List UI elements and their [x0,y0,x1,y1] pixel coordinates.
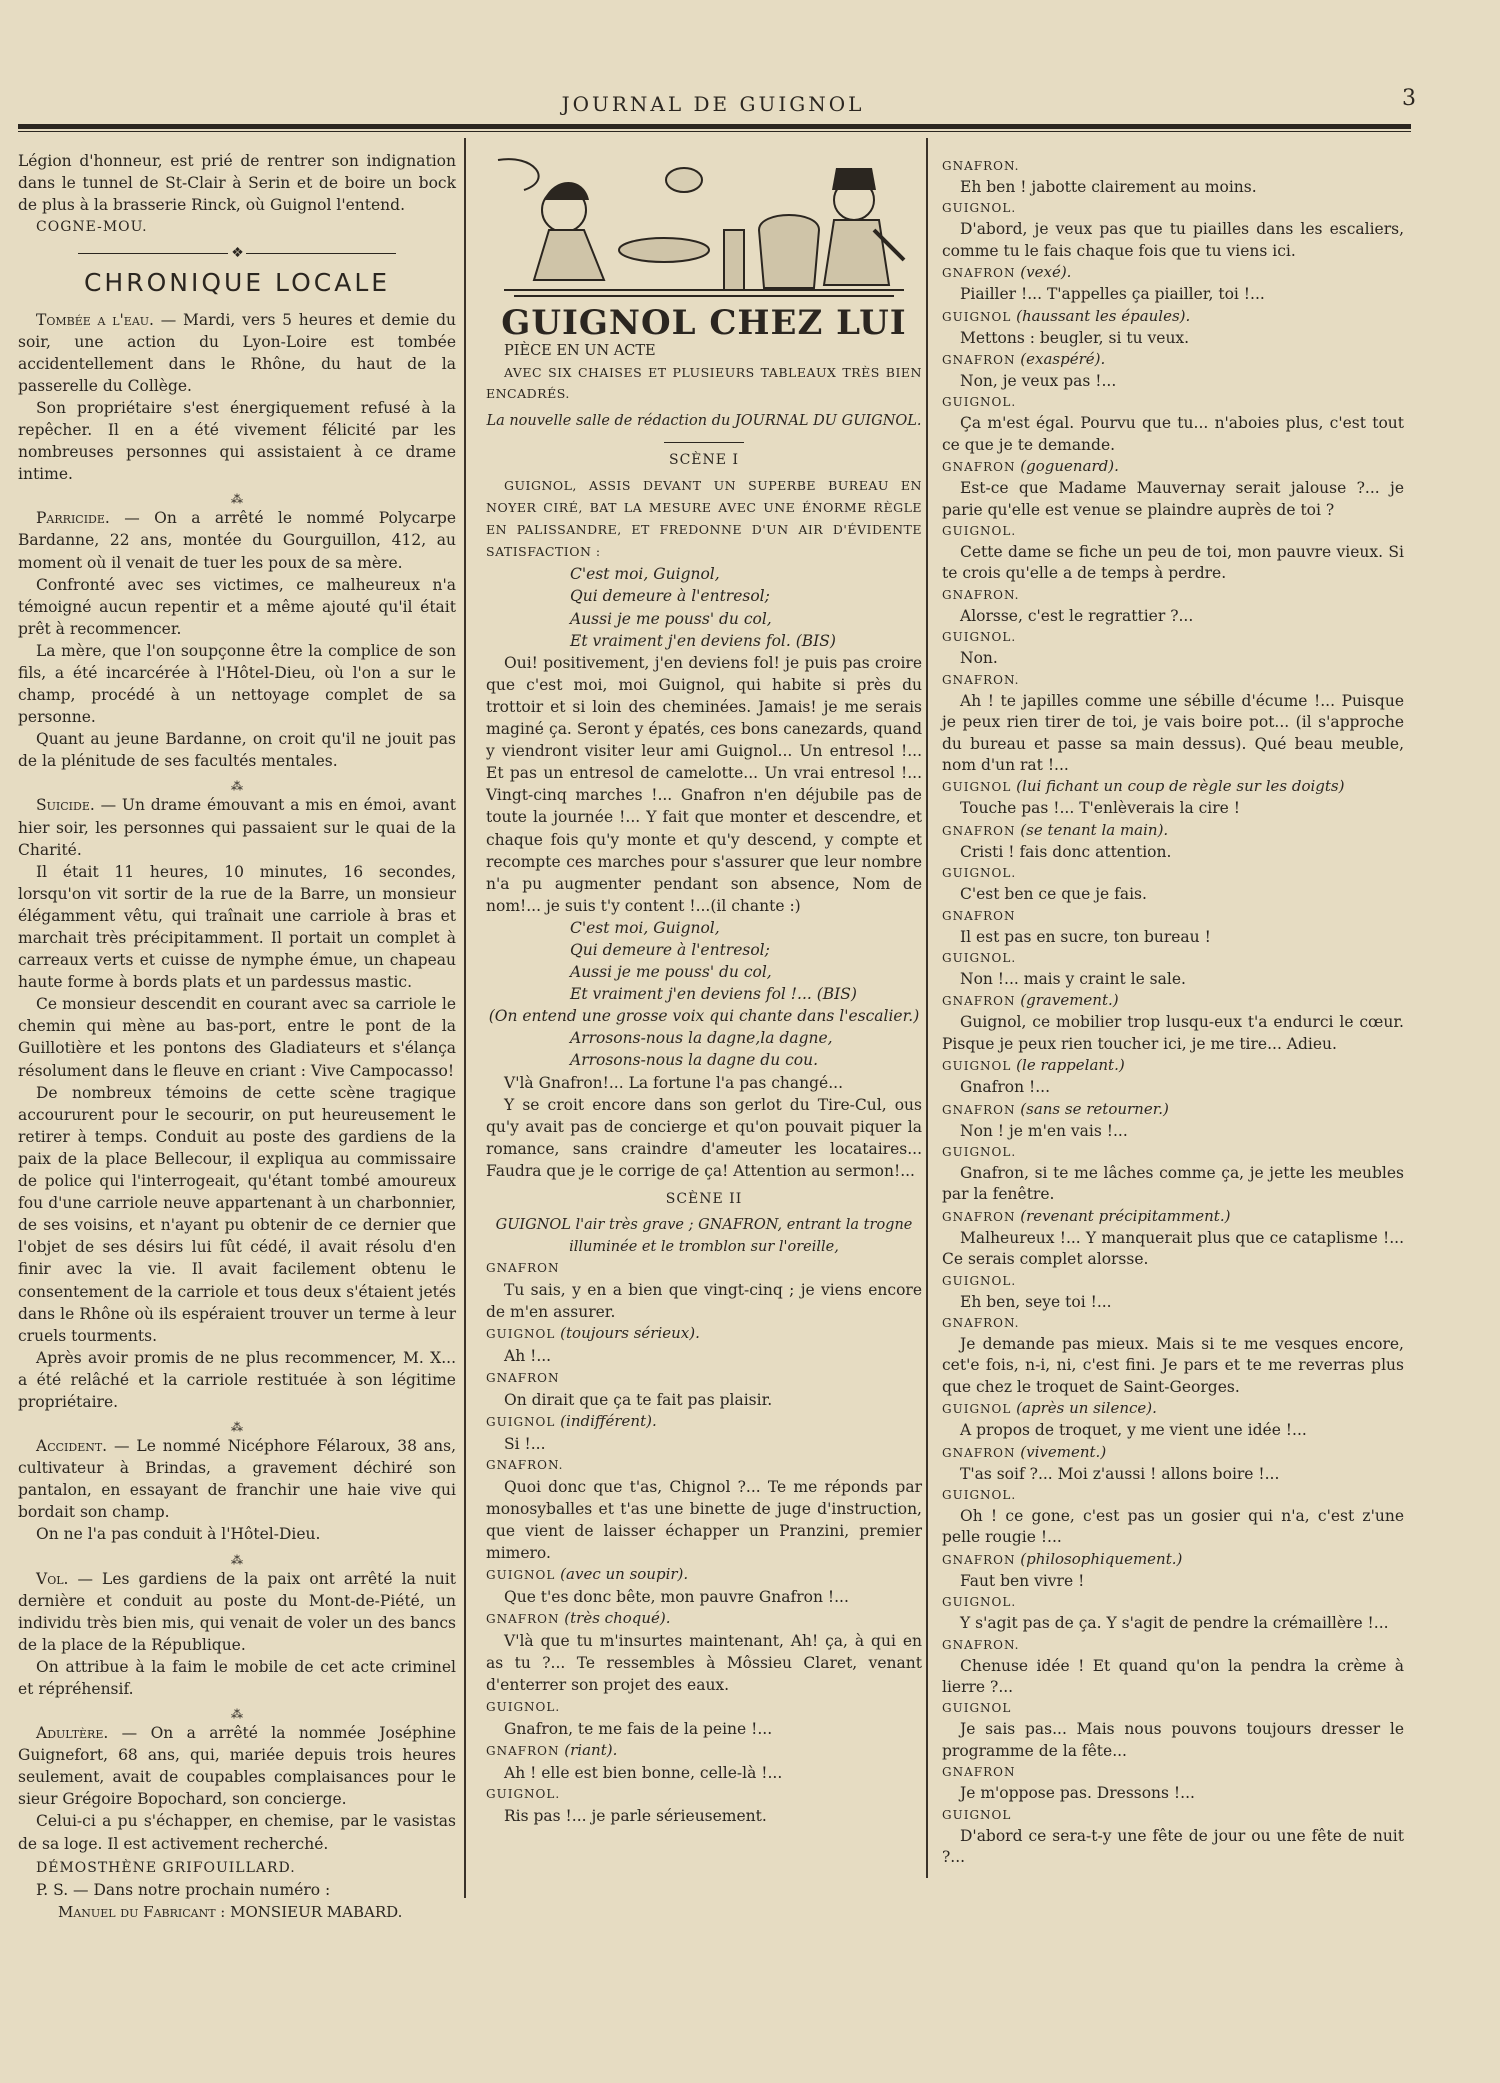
dialog-line: Non, je veux pas !... [960,372,1117,391]
speaker-label [942,156,1404,177]
speaker-label [942,863,1404,884]
journal-title: JOURNAL DE GUIGNOL [561,92,865,116]
news-item-text: On ne l'a pas conduit à l'Hôtel-Dieu. [36,1525,321,1544]
speaker-name: GNAFRON [942,823,1016,838]
scene-2-dialog [486,1258,922,1827]
speaker-name: GUIGNOL. [486,1786,561,1801]
news-paragraph [18,728,456,772]
speaker-name: GNAFRON [942,908,1016,923]
stage-direction: (gravement.) [1020,991,1119,1010]
dialog-line: Eh ben ! jabotte clairement au moins. [960,178,1257,196]
dialog-line: Non !... mais y craint le sale. [960,969,1186,988]
speaker-label [942,990,1404,1012]
postscript-announcement: Manuel du Fabricant : MONSIEUR MABARD. [58,1902,403,1921]
speaker-label [942,1055,1404,1077]
postscript: P. S. — Dans notre prochain numéro : [36,1880,331,1899]
speaker-name: GNAFRON [942,1102,1016,1117]
speaker-label [942,1099,1404,1121]
speaker-name: GUIGNOL [942,1807,1012,1822]
dialog-line: Y s'agit pas de ça. Y s'agit de pendre la crémaillère !... [960,1614,1389,1633]
dialog-line: Alorsse, c'est le regrattier ?... [960,606,1194,625]
news-items [18,309,456,1855]
dialog-line: D'abord, je veux pas que tu piailles dans les escaliers, comme tu le fais chaque fois que tu viens ici. [942,220,1404,260]
song-verse-1 [486,563,922,651]
speaker-label [486,1608,922,1630]
dialog-line: On dirait que ça te fait pas plaisir. [504,1390,773,1409]
song-verse-2 [486,917,922,1005]
news-paragraph [18,794,456,860]
dialog-line: A propos de troquet, y me vient une idée !... [960,1421,1307,1440]
play-subtitle-2: AVEC SIX CHAISES ET PLUSIEURS TABLEAUX TRÈS BIEN ENCADRÉS. [486,365,922,402]
song-line: C'est moi, Guignol, [570,918,720,937]
stage-direction: (le rappelant.) [1016,1056,1125,1075]
stage-direction: (toujours sérieux). [560,1324,700,1343]
dialog-line: T'as soif ?... Moi z'aussi ! allons boire !... [960,1464,1280,1483]
speaker-name: GNAFRON. [942,672,1020,687]
news-paragraph [18,1722,456,1810]
news-paragraph [18,1523,456,1545]
speaker-label [942,1805,1404,1826]
speaker-label [486,1697,922,1718]
speaker-label [942,948,1404,969]
stage-direction-1: GUIGNOL, ASSIS DEVANT UN SUPERBE BUREAU EN NOYER CIRÉ, BAT LA MESURE AVEC UNE ÉNORME RÈGLE EN PALISSANDRE, ET FREDONNE D'UN AIR D'ÉVIDENTE SATISFACTION : [486,478,922,560]
monologue-3: Y se croit encore dans son gerlot du Tire-Cul, ous qu'y avait pas de concierge et qu'on pouvait piquer la romance, sans craindre d'ameuter les locataires... Faudra que je le corrige de ça! Attention au sermon!... [486,1095,922,1180]
speaker-name: GNAFRON. [942,587,1020,602]
news-paragraph [18,1082,456,1347]
dialog-line: Oh ! ce gone, c'est pas un gosier qui n'a, c'est z'une pelle rougie !... [942,1507,1404,1547]
speaker-name: GUIGNOL. [942,524,1017,539]
asterism: ⁂ [231,779,243,794]
speaker-label [942,627,1404,648]
dialog-line: Je sais pas... Mais nous pouvons toujours dresser le programme de la fête... [942,1720,1404,1760]
news-item-text: — Un drame émouvant a mis en émoi, avant hier soir, les personnes qui passaient sur le quai de la Charité. [18,796,456,859]
divider [664,442,744,443]
speaker-name: GUIGNOL. [942,950,1017,965]
news-item-text: — On a arrêté le nommé Polycarpe Bardanne, 22 ans, montée du Gourguillon, 412, au moment où il venait de tuer les poux de sa mère. [18,509,456,572]
song-line: C'est moi, Guignol, [570,565,720,584]
speaker-label [942,198,1404,219]
stage-direction: (indifférent). [560,1411,657,1430]
speaker-label [942,585,1404,606]
dialog-line: Cristi ! fais donc attention. [960,842,1172,861]
news-item-text: On attribue à la faim le mobile de cet acte criminel et répréhensif. [18,1657,456,1698]
dialog-line: Il est pas en sucre, ton bureau ! [960,927,1211,946]
stage-direction: (très choqué). [564,1609,671,1628]
song-line: Et vraiment j'en deviens fol !... (BIS) [570,985,857,1004]
guignol-illustration [494,150,914,308]
song-line: Qui demeure à l'entresol; [570,940,770,959]
dialog-line: Faut ben vivre ! [960,1571,1085,1590]
news-item-heading: Tombée a l'eau. [36,310,154,329]
news-paragraph [18,640,456,728]
speaker-name: GUIGNOL. [942,201,1017,216]
speaker-name: GNAFRON. [942,1316,1020,1330]
news-item-text: De nombreux témoins de cette scène tragique accoururent pour le secourir, on put heureusement le retirer à temps. Conduit au poste des gardiens de la paix de la place Bellecour, il expliqua au commissaire de police qui l'interrogeait, qu'étant tombé amoureux fou d'une carriole neuve appartenant à un charbonnier, de ses voisins, et n'ayant pu obtenir de ce dernier que l'objet de ses désirs lui fût cédé, il avait résolu d'en finir avec la vie. Il avait facilement obtenu le consentement de la carriole et tous deux s'étaient jetés dans le Rhône où ils espéraient trouver un terme à leur cruels tourments. [18,1083,456,1345]
speaker-label [486,1258,922,1279]
song-line: Arrosons-nous la dagne du cou. [570,1051,819,1070]
stage-direction-3: GUIGNOL l'air très grave ; GNAFRON, entrant la trogne illuminée et le tromblon sur l'oreille, [495,1217,913,1256]
speaker-name: GUIGNOL. [942,395,1017,410]
stage-direction: (vivement.) [1020,1442,1107,1461]
song-line: Aussi je me pouss' du col, [570,609,772,628]
news-item-text: Ce monsieur descendit en courant avec sa carriole le chemin qui mène au bas-port, entre le pont de la Guillotière et les pontons des Gladiateurs et s'élança résolument dans le fleuve en criant : Vive Campocasso! [18,995,456,1080]
news-paragraph [18,1656,456,1700]
song-line: Arrosons-nous la dagne,la dagne, [570,1029,833,1048]
intro-paragraphs [18,150,456,216]
dialog-line: Mettons : beugler, si tu veux. [960,328,1190,347]
news-item-text: — Les gardiens de la paix ont arrêté la nuit dernière et conduit au poste du Mont-de-Piété, un individu très bien mis, qui venait de voler un des bancs de la place de la République. [18,1569,456,1654]
stage-direction: (après un silence). [1016,1399,1157,1418]
speaker-label [942,1549,1404,1571]
news-paragraph [18,1810,456,1854]
news-item-text: Il était 11 heures, 10 minutes, 16 secondes, lorsqu'on vit sortir de la rue de la Barre, un monsieur élégamment vêtu, qui traînait une carriole à bras et marchait très précipitamment. Il portait un complet à carreaux verts et cuisse de nymphe émue, un chapeau haute forme à bords plats et un pardessus mastic. [18,862,456,992]
dialog-line: Gnafron, te me fais de la peine !... [504,1719,773,1738]
speaker-name: GNAFRON [942,1209,1016,1224]
speaker-name: GNAFRON [942,1445,1016,1460]
news-item-text: Son propriétaire s'est énergiquement refusé à la repêcher. Il en a été vivement félicité par les nombreuses personnes qui assistaient à ce drame intime. [18,398,456,484]
speaker-name: GNAFRON. [942,1637,1020,1652]
speaker-name: GNAFRON [486,1743,560,1758]
news-paragraph [18,397,456,485]
news-item-heading: Suicide. [36,796,95,815]
dialog-line: Non ! je m'en vais !... [960,1121,1128,1140]
dialog-line: Ah ! elle est bien bonne, celle-là !... [504,1763,783,1782]
speaker-name: GUIGNOL. [942,1144,1017,1159]
scene-1-heading: SCÈNE I [669,452,739,469]
speaker-name: GNAFRON [486,1612,560,1627]
guignol-monologue: Oui! positivement, j'en deviens fol! je puis pas croire que c'est moi, moi Guignol, qui habite si près du trottoir et si loin des cheminées. Jamais! je me serais maginé ça. Seront y épatés, ces bons canezards, quand y viendront visiter leur ami Guignol... Un entresol !... Et pas un entresol de camelotte... Un vrai entresol !... Vingt-cinq marches !... Gnafron n'en déjubile pas de toute la journée !... Y fait que monter et descendre, et chaque fois qu'y monte et qu'y descend, y compte et recompte ces marches pour s'assurer que leur nombre n'a pu augmenter pendant son absence, Nom de nom!... je suis t'y content !...(il chante :) [486,653,922,915]
speaker-name: GUIGNOL [486,1327,556,1342]
speaker-name: GNAFRON [486,1370,560,1385]
speaker-name: GUIGNOL [486,1568,556,1583]
intro-paragraph: Légion d'honneur, est prié de rentrer son indignation dans le tunnel de St-Clair à Serin et de boire un bock de plus à la brasserie Rinck, où Guignol l'entend. [18,152,456,215]
news-paragraph [18,1435,456,1523]
dialog-line: Quoi donc que t'as, Chignol ?... Te me réponds par monosyballes et t'as une binette de juge d'instruction, que vient de laisser échapper un Pranzini, premier mimero. [486,1477,922,1563]
news-item-text: Après avoir promis de ne plus recommencer, M. X... a été relâché et la carriole restituée à son légitime propriétaire. [18,1348,456,1411]
stage-direction: (avec un soupir). [560,1565,689,1584]
speaker-name: GUIGNOL [942,309,1012,324]
header-rule-thin [18,131,1411,132]
news-item-text: Quant au jeune Bardanne, on croit qu'il ne jouit pas de la plénitude de ses facultés mentales. [18,730,456,771]
stage-direction-2: (On entend une grosse voix qui chante dans l'escalier.) [488,1007,920,1026]
speaker-name: GUIGNOL [942,1701,1012,1716]
speaker-name: GNAFRON [942,1552,1016,1567]
speaker-name: GUIGNOL. [942,630,1017,645]
speaker-name: GNAFRON [942,1765,1016,1780]
right-column [942,156,1404,1869]
speaker-name: GNAFRON [942,353,1016,368]
speaker-name: GNAFRON. [942,159,1020,173]
dialog-line: Je demande pas mieux. Mais si te me vesques encore, cet'e fois, n-i, ni, c'est fini. Je pars et te me reverras plus que chez le troquet de Saint-Georges. [942,1335,1404,1396]
stage-direction: (riant). [564,1740,618,1759]
dialog-line: Guignol, ce mobilier trop lusqu-eux t'a endurci le cœur. Pisque je peux rien toucher ici, je me tire... Adieu. [942,1013,1404,1053]
speaker-name: GNAFRON [942,460,1016,475]
stage-direction: (haussant les épaules). [1016,306,1191,325]
speaker-label [942,776,1404,798]
speaker-label [942,1206,1404,1228]
scene-2-heading: SCÈNE II [665,1191,743,1207]
news-item-text: La mère, que l'on soupçonne être la complice de son fils, a été incarcérée à l'Hôtel-Dieu, où l'on a sur le champ, procédé à un nettoyage complet de sa personne. [18,641,456,727]
speaker-name: GUIGNOL. [942,1488,1017,1503]
left-column [18,150,456,1923]
dialog-line: Eh ben, seye toi !... [960,1292,1112,1311]
speaker-name: GUIGNOL [942,780,1012,795]
news-item-text: — Le nommé Nicéphore Félaroux, 38 ans, cultivateur à Brindas, a gravement déchiré son pantalon, en essayant de franchir une haie vive qui bordait son champ. [18,1437,456,1522]
dialog-line: Est-ce que Madame Mauvernay serait jalouse ?... je parie qu'elle est venue se plaindre auprès de toi ? [942,479,1404,519]
speaker-label [942,1698,1404,1719]
speaker-label [486,1455,922,1476]
news-item-text: Celui-ci a pu s'échapper, en chemise, par le vasistas de sa loge. Il est activement recherché. [18,1812,456,1853]
song-line: Et vraiment j'en deviens fol. (BIS) [570,631,836,650]
column-divider-left [464,138,466,1898]
news-paragraph [18,309,456,397]
dialog-line: V'là que tu m'insurtes maintenant, Ah! ça, à qui en as tu ?... Te ressembles à Môssieu Claret, venant d'enterrer son projet des eaux. [486,1632,922,1695]
news-paragraph [18,1568,456,1656]
dialog-line: Je m'oppose pas. Dressons !... [960,1784,1195,1803]
middle-column [486,150,922,1827]
monologue-2: V'là Gnafron!... La fortune l'a pas changé... [504,1073,844,1092]
column-divider-right [926,138,928,1878]
speaker-label [942,521,1404,542]
asterism: ⁂ [231,1552,243,1567]
dialog-line: Gnafron, si te me lâches comme ça, je jette les meubles par la fenêtre. [942,1163,1404,1204]
speaker-label [486,1564,922,1586]
play-subtitle: PIÈCE EN UN ACTE [504,343,656,360]
speaker-name: GUIGNOL. [942,1595,1017,1610]
news-paragraph [18,993,456,1081]
song-line: Qui demeure à l'entresol; [570,587,770,606]
speaker-label [942,392,1404,413]
stage-direction: (revenant précipitamment.) [1020,1206,1231,1225]
stage-direction: (lui fichant un coup de règle sur les doigts) [1016,777,1345,796]
speaker-label [942,1271,1404,1292]
dialog-line: Ris pas !... je parle sérieusement. [504,1806,767,1825]
speaker-name: GNAFRON [942,994,1016,1009]
news-item-text: Confronté avec ses victimes, ce malheureux n'a témoigné aucun repentir et a même ajouté qu'il était prêt à recommencer. [18,575,456,638]
page-number: 3 [1402,86,1416,111]
speaker-label [942,1485,1404,1506]
dialog-line: Malheureux !... Y manquerait plus que ce cataplisme !... Ce serais complet alorsse. [942,1228,1404,1269]
dialog-line: Chenuse idée ! Et quand qu'on la pendra la crème à lierre ?... [942,1656,1404,1697]
speaker-label [942,1762,1404,1783]
speaker-label [486,1368,922,1389]
page-header [18,86,1416,120]
speaker-label [942,456,1404,478]
speaker-label [942,1142,1404,1163]
dialog-line: Ça m'est égal. Pourvu que tu... n'aboies plus, c'est tout ce que je te demande. [942,414,1404,454]
speaker-label [942,262,1404,284]
stage-direction: (goguenard). [1020,457,1119,476]
speaker-name: GUIGNOL [942,1059,1012,1074]
dialog-line: Cette dame se fiche un peu de toi, mon pauvre vieux. Si te crois qu'elle a de temps à perdre. [942,543,1404,583]
speaker-label [942,906,1404,927]
asterism: ⁂ [231,1420,243,1435]
dialog-line: Ah !... [504,1347,552,1366]
speaker-label [942,1313,1404,1334]
stage-direction: (sans se retourner.) [1020,1099,1169,1118]
speaker-label [942,349,1404,371]
song-verse-3 [486,1027,922,1071]
header-rule [18,124,1411,129]
news-paragraph [18,507,456,573]
speaker-label [942,1442,1404,1464]
speaker-name: GUIGNOL [486,1414,556,1429]
speaker-label [942,820,1404,842]
dialog-line: Gnafron !... [960,1078,1051,1097]
news-item-heading: Adultère. [36,1724,109,1743]
news-paragraph [18,574,456,640]
speaker-label [486,1784,922,1805]
asterism: ⁂ [231,492,243,507]
dialog-line: Touche pas !... T'enlèverais la cire ! [960,799,1240,818]
dialog-continued [942,156,1404,1869]
speaker-name: GUIGNOL. [942,866,1017,881]
news-item-heading: Accident. [36,1437,108,1456]
stage-direction: (se tenant la main). [1020,820,1169,839]
dialog-line: D'abord ce sera-t-y une fête de jour ou une fête de nuit ?... [942,1826,1404,1867]
stage-direction: (vexé). [1020,263,1072,282]
speaker-name: GNAFRON [486,1261,560,1276]
speaker-name: GNAFRON [942,266,1016,281]
speaker-label [486,1740,922,1762]
intro-signature: COGNE-MOU. [36,219,148,236]
speaker-label [486,1323,922,1345]
chronicle-signature: DÉMOSTHÈNE GRIFOUILLARD. [36,1859,296,1876]
news-item-heading: Parricide. [36,509,110,528]
dialog-line: Que t'es donc bête, mon pauvre Gnafron !... [504,1588,849,1607]
speaker-name: GUIGNOL [942,1402,1012,1417]
speaker-label [942,306,1404,328]
stage-direction: (exaspéré). [1020,350,1106,369]
play-note: La nouvelle salle de rédaction du JOURNAL DU GUIGNOL. [486,413,922,430]
news-paragraph [18,1347,456,1413]
section-title: CHRONIQUE LOCALE [83,268,391,298]
news-paragraph [18,861,456,994]
section-ornament: ❖ [18,242,456,264]
speaker-label [942,1398,1404,1420]
news-item-text: — Mardi, vers 5 heures et demie du soir, une action du Lyon-Loire est tombée accidentellement dans le Rhône, du haut de la passerelle du Collège. [18,310,456,395]
speaker-name: GNAFRON. [486,1457,564,1472]
asterism: ⁂ [231,1707,243,1722]
dialog-line: Ah ! te japilles comme une sébille d'écume !... Puisque je peux rien tirer de toi, je vais boire pot... (il s'approche du bureau et passe sa main dessus). Qué beau meuble, nom d'un rat !... [942,691,1404,774]
dialog-line: Non. [960,649,998,668]
speaker-label [942,670,1404,691]
speaker-label [486,1411,922,1433]
dialog-line: C'est ben ce que je fais. [960,885,1147,904]
play-title: GUIGNOL CHEZ LUI [501,303,907,343]
speaker-label [942,1635,1404,1656]
speaker-name: GUIGNOL. [942,1273,1017,1288]
dialog-line: Tu sais, y en a bien que vingt-cinq ; je viens encore de m'en assurer. [486,1281,922,1322]
dialog-line: Si !... [504,1434,546,1453]
news-item-heading: Vol. [36,1569,69,1588]
dialog-line: Piailler !... T'appelles ça piailler, toi !... [960,285,1265,304]
song-line: Aussi je me pouss' du col, [570,963,772,982]
speaker-name: GUIGNOL. [486,1699,561,1714]
news-item-text: — On a arrêté la nommée Joséphine Guignefort, 68 ans, qui, mariée depuis trois heures seulement, avait de coupables complaisances pour le sieur Grégoire Bopochard, son concierge. [18,1724,456,1809]
speaker-label [942,1592,1404,1613]
stage-direction: (philosophiquement.) [1020,1549,1183,1568]
